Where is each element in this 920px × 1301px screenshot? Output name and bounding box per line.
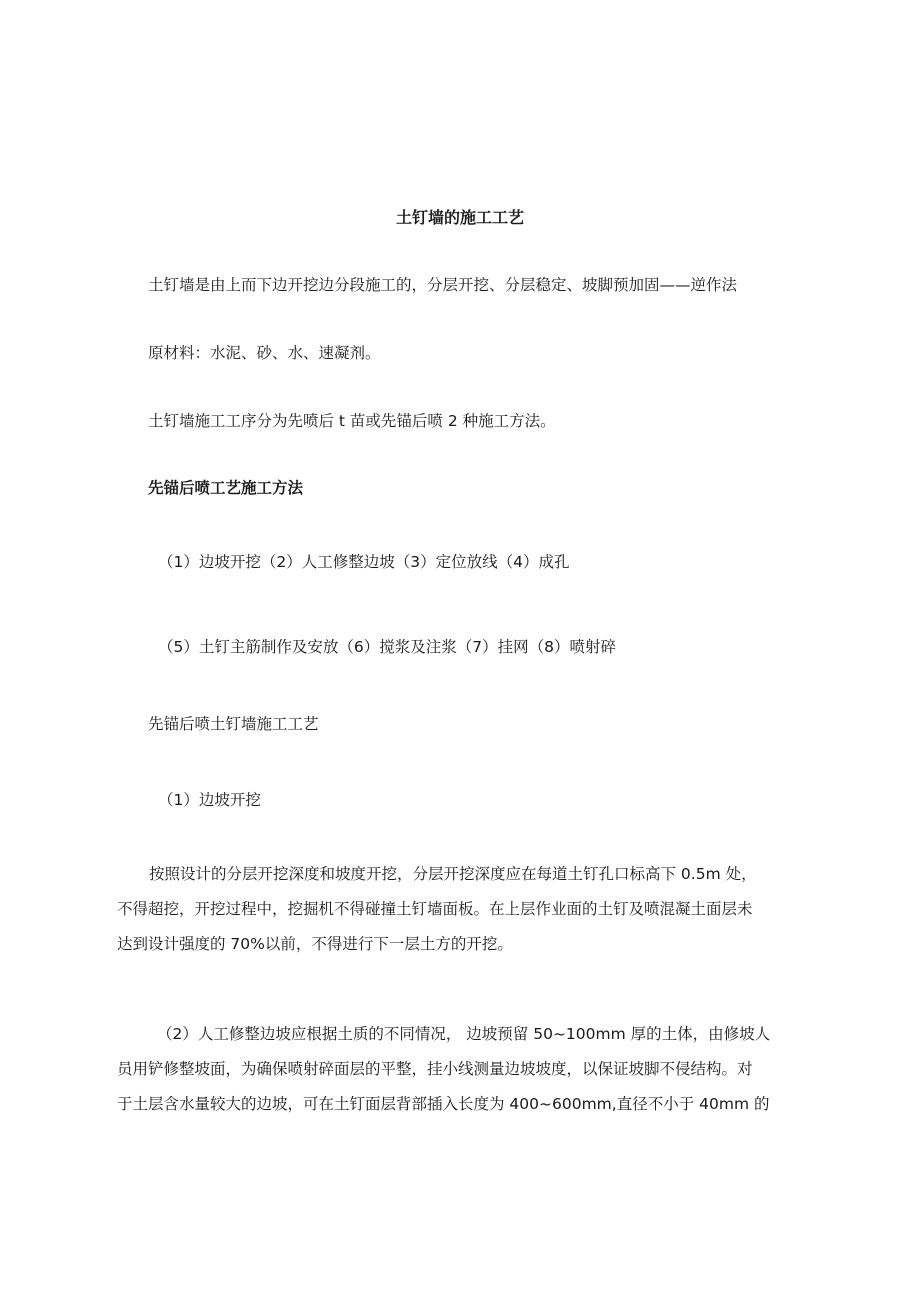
section-heading: 先锚后喷工艺施工方法 [148,479,304,497]
steps-line-1: （1）边坡开挖（2）人工修整边坡（3）定位放线（4）成孔 [158,553,570,571]
intro-text: 土钉墙是由上而下边开挖边分段施工的，分层开挖、分层稳定、坡脚预加固——逆作法 [148,276,738,294]
step1-label: （1）边坡开挖 [158,791,261,809]
paragraph-line: 不得超挖，开挖过程中，挖掘机不得碰撞土钉墙面板。在上层作业面的土钉及喷混凝土面层未 [117,900,753,918]
paragraph-line: 按照设计的分层开挖深度和坡度开挖，分层开挖深度应在每道土钉孔口标高下 0.5m 处， [149,865,757,883]
paragraph-line: 于土层含水量较大的边坡，可在土钉面层背部插入长度为 400~600mm,直径不小于 40mm 的 [117,1095,770,1113]
paragraph-slope-trimming [117,1017,807,1122]
paragraph-line: （2）人工修整边坡应根据土质的不同情况， 边坡预留 50~100mm 厚的土体，由修坡人 [157,1025,771,1043]
paragraph-line: 员用铲修整坡面，为确保喷射碎面层的平整，挂小线测量边坡坡度，以保证坡脚不侵结构。对 [117,1060,753,1078]
paragraph-line: 达到设计强度的 70%以前，不得进行下一层土方的开挖。 [117,935,513,953]
subheading: 先锚后喷土钉墙施工工艺 [148,715,319,733]
methods-text: 土钉墙施工工序分为先喷后 t 苗或先锚后喷 2 种施工方法。 [148,412,556,430]
document-title: 土钉墙的施工工艺 [395,208,524,227]
materials-text: 原材料：水泥、砂、水、速凝剂。 [148,344,381,362]
steps-line-2: （5）土钉主筋制作及安放（6）搅浆及注浆（7）挂网（8）喷射碎 [158,638,616,656]
paragraph-excavation [117,857,807,962]
